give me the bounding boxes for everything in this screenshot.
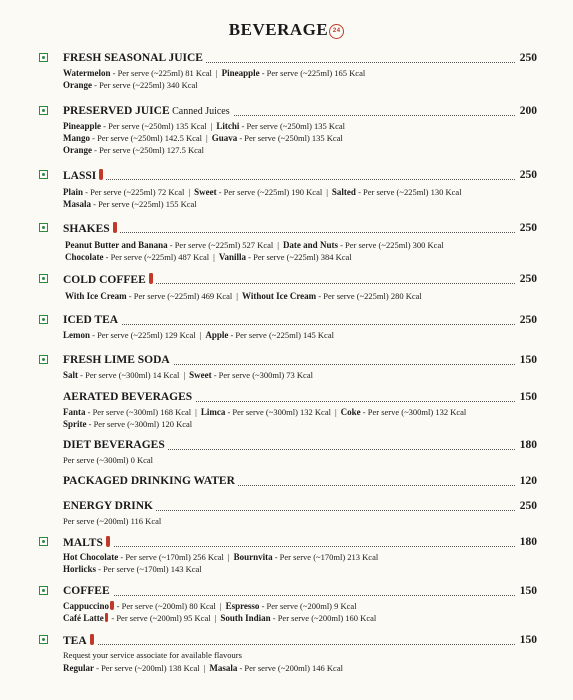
chili-icon	[99, 169, 103, 180]
menu-item-fresh-seasonal-juice: FRESH SEASONAL JUICE 250 Watermelon - Per serve (~225ml) 81 Kcal | Pineapple - Per serve (~225ml) 165 Kcal Orange - Per serve (~225ml) 340 Kcal	[0, 52, 573, 91]
variant-line: Café Latte - Per serve (~200ml) 95 Kcal | South Indian - Per serve (~200ml) 160 Kcal	[63, 613, 377, 623]
veg-mark-icon	[39, 537, 48, 546]
menu-item-malts: MALTS 180 Hot Chocolate - Per serve (~170ml) 256 Kcal | Bournvita - Per serve (~170ml) 213 Kcal Horlicks - Per serve (~170ml) 143 Kcal	[0, 536, 573, 575]
veg-mark-icon	[39, 274, 48, 283]
menu-item-energy-drink: ENERGY DRINK 250 Per serve (~200ml) 116 Kcal	[0, 500, 573, 527]
chili-icon	[105, 613, 109, 622]
menu-item-iced-tea: ICED TEA 250 Lemon - Per serve (~225ml) 129 Kcal | Apple - Per serve (~225ml) 145 Kcal	[0, 314, 573, 341]
price: 180	[517, 439, 537, 451]
menu-item-tea: TEA 150 Request your service associate for available flavours Regular - Per serve (~200ml) 138 Kcal | Masala - Per serve (~200ml) 146 Kcal	[0, 634, 573, 674]
menu-item-fresh-lime-soda: FRESH LIME SODA 150 Salt - Per serve (~300ml) 14 Kcal | Sweet - Per serve (~300ml) 73 Kcal	[0, 354, 573, 381]
price: 250	[517, 273, 537, 285]
variant-line: Masala - Per serve (~225ml) 155 Kcal	[63, 199, 197, 209]
leader-dots	[63, 644, 515, 645]
variant-line: Orange - Per serve (~250ml) 127.5 Kcal	[63, 145, 204, 155]
menu-item-aerated-beverages: AERATED BEVERAGES 150 Fanta - Per serve (~300ml) 168 Kcal | Limca - Per serve (~300ml) 132 Kcal | Coke - Per serve (~300ml) 132 Kcal Sprite - Per serve (~300ml) 120 Kcal	[0, 391, 573, 430]
veg-mark-icon	[39, 170, 48, 179]
variant-line: Pineapple - Per serve (~250ml) 135 Kcal | Litchi - Per serve (~250ml) 135 Kcal	[63, 121, 345, 131]
price: 150	[517, 634, 537, 646]
chili-icon	[113, 222, 117, 233]
title-badge-icon: 24	[329, 24, 344, 39]
variant-line: Hot Chocolate - Per serve (~170ml) 256 Kcal | Bournvita - Per serve (~170ml) 213 Kcal	[63, 552, 379, 562]
price: 200	[517, 105, 537, 117]
leader-dots	[63, 324, 515, 325]
variant-line: Regular - Per serve (~200ml) 138 Kcal | Masala - Per serve (~200ml) 146 Kcal	[63, 663, 343, 673]
leader-dots	[63, 595, 515, 596]
variant-line: Salt - Per serve (~300ml) 14 Kcal | Sweet - Per serve (~300ml) 73 Kcal	[63, 370, 313, 380]
menu-item-cold-coffee: COLD COFFEE 250 With Ice Cream - Per serve (~225ml) 469 Kcal | Without Ice Cream - Per serve (~225ml) 280 Kcal	[0, 273, 573, 302]
veg-mark-icon	[39, 586, 48, 595]
price: 150	[517, 354, 537, 366]
variant-line: Mango - Per serve (~250ml) 142.5 Kcal | Guava - Per serve (~250ml) 135 Kcal	[63, 133, 343, 143]
price: 150	[517, 585, 537, 597]
menu-item-packaged-drinking-water: PACKAGED DRINKING WATER 120	[63, 475, 537, 487]
variant-line: Watermelon - Per serve (~225ml) 81 Kcal | Pineapple - Per serve (~225ml) 165 Kcal	[63, 68, 366, 78]
price: 250	[517, 169, 537, 181]
variant-line: Fanta - Per serve (~300ml) 168 Kcal | Limca - Per serve (~300ml) 132 Kcal | Coke - Per serve (~300ml) 132 Kcal	[63, 407, 467, 417]
leader-dots	[63, 546, 515, 547]
variant-line: Per serve (~300ml) 0 Kcal	[63, 455, 154, 465]
veg-mark-icon	[39, 355, 48, 364]
price: 180	[517, 536, 537, 548]
veg-mark-icon	[39, 635, 48, 644]
menu-item-coffee: COFFEE 150 Cappuccino - Per serve (~200ml) 80 Kcal | Espresso - Per serve (~200ml) 9 Kcal Café Latte - Per serve (~200ml) 95 Kcal | South Indian - Per serve (~200ml) 160 Kcal	[0, 585, 573, 624]
price: 250	[517, 500, 537, 512]
chili-icon	[149, 273, 153, 284]
menu-item-diet-beverages: DIET BEVERAGES 180 Per serve (~300ml) 0 Kcal	[0, 439, 573, 466]
menu-item-shakes: SHAKES 250 Peanut Butter and Banana - Per serve (~225ml) 527 Kcal | Date and Nuts - Per serve (~225ml) 300 Kcal Chocolate - Per serve (~225ml) 487 Kcal | Vanilla - Per serve (~225ml) 384 Kcal	[0, 222, 573, 263]
variant-line: Per serve (~200ml) 116 Kcal	[63, 516, 162, 526]
leader-dots	[63, 179, 515, 180]
chili-icon	[90, 634, 94, 645]
price: 250	[517, 222, 537, 234]
variant-line: With Ice Cream - Per serve (~225ml) 469 Kcal | Without Ice Cream - Per serve (~225ml) 280 Kcal	[65, 291, 422, 301]
variant-line: Plain - Per serve (~225ml) 72 Kcal | Sweet - Per serve (~225ml) 190 Kcal | Salted - Per serve (~225ml) 130 Kcal	[63, 187, 462, 197]
variant-line: Cappuccino - Per serve (~200ml) 80 Kcal | Espresso - Per serve (~200ml) 9 Kcal	[63, 601, 357, 611]
veg-mark-icon	[39, 106, 48, 115]
variant-line: Chocolate - Per serve (~225ml) 487 Kcal | Vanilla - Per serve (~225ml) 384 Kcal	[65, 252, 352, 262]
variant-line: Lemon - Per serve (~225ml) 129 Kcal | Apple - Per serve (~225ml) 145 Kcal	[63, 330, 334, 340]
veg-mark-icon	[39, 53, 48, 62]
menu-item-lassi: LASSI 250 Plain - Per serve (~225ml) 72 Kcal | Sweet - Per serve (~225ml) 190 Kcal | Salted - Per serve (~225ml) 130 Kcal Masala - Per serve (~225ml) 155 Kcal	[0, 169, 573, 210]
veg-mark-icon	[39, 223, 48, 232]
leader-dots	[63, 232, 515, 233]
variant-line: Orange - Per serve (~225ml) 340 Kcal	[63, 80, 198, 90]
tea-note: Request your service associate for available flavours	[63, 650, 242, 660]
variant-line: Horlicks - Per serve (~170ml) 143 Kcal	[63, 564, 202, 574]
menu-item-preserved-juice: PRESERVED JUICE Canned Juices 200 Pineapple - Per serve (~250ml) 135 Kcal | Litchi - Per serve (~250ml) 135 Kcal Mango - Per serve (~250ml) 142.5 Kcal | Guava - Per serve (~250ml) 135 Kcal Orange - Per serve (~250ml) 127.5 Kcal	[0, 105, 573, 156]
variant-line: Sprite - Per serve (~300ml) 120 Kcal	[63, 419, 193, 429]
page-title: BEVERAGE 24	[0, 20, 573, 40]
veg-mark-icon	[39, 315, 48, 324]
price: 250	[517, 314, 537, 326]
price: 120	[517, 475, 537, 487]
price: 150	[517, 391, 537, 403]
price: 250	[517, 52, 537, 64]
variant-line: Peanut Butter and Banana - Per serve (~225ml) 527 Kcal | Date and Nuts - Per serve (~225ml) 300 Kcal	[65, 240, 444, 250]
chili-icon	[106, 536, 110, 547]
chili-icon	[110, 601, 114, 610]
